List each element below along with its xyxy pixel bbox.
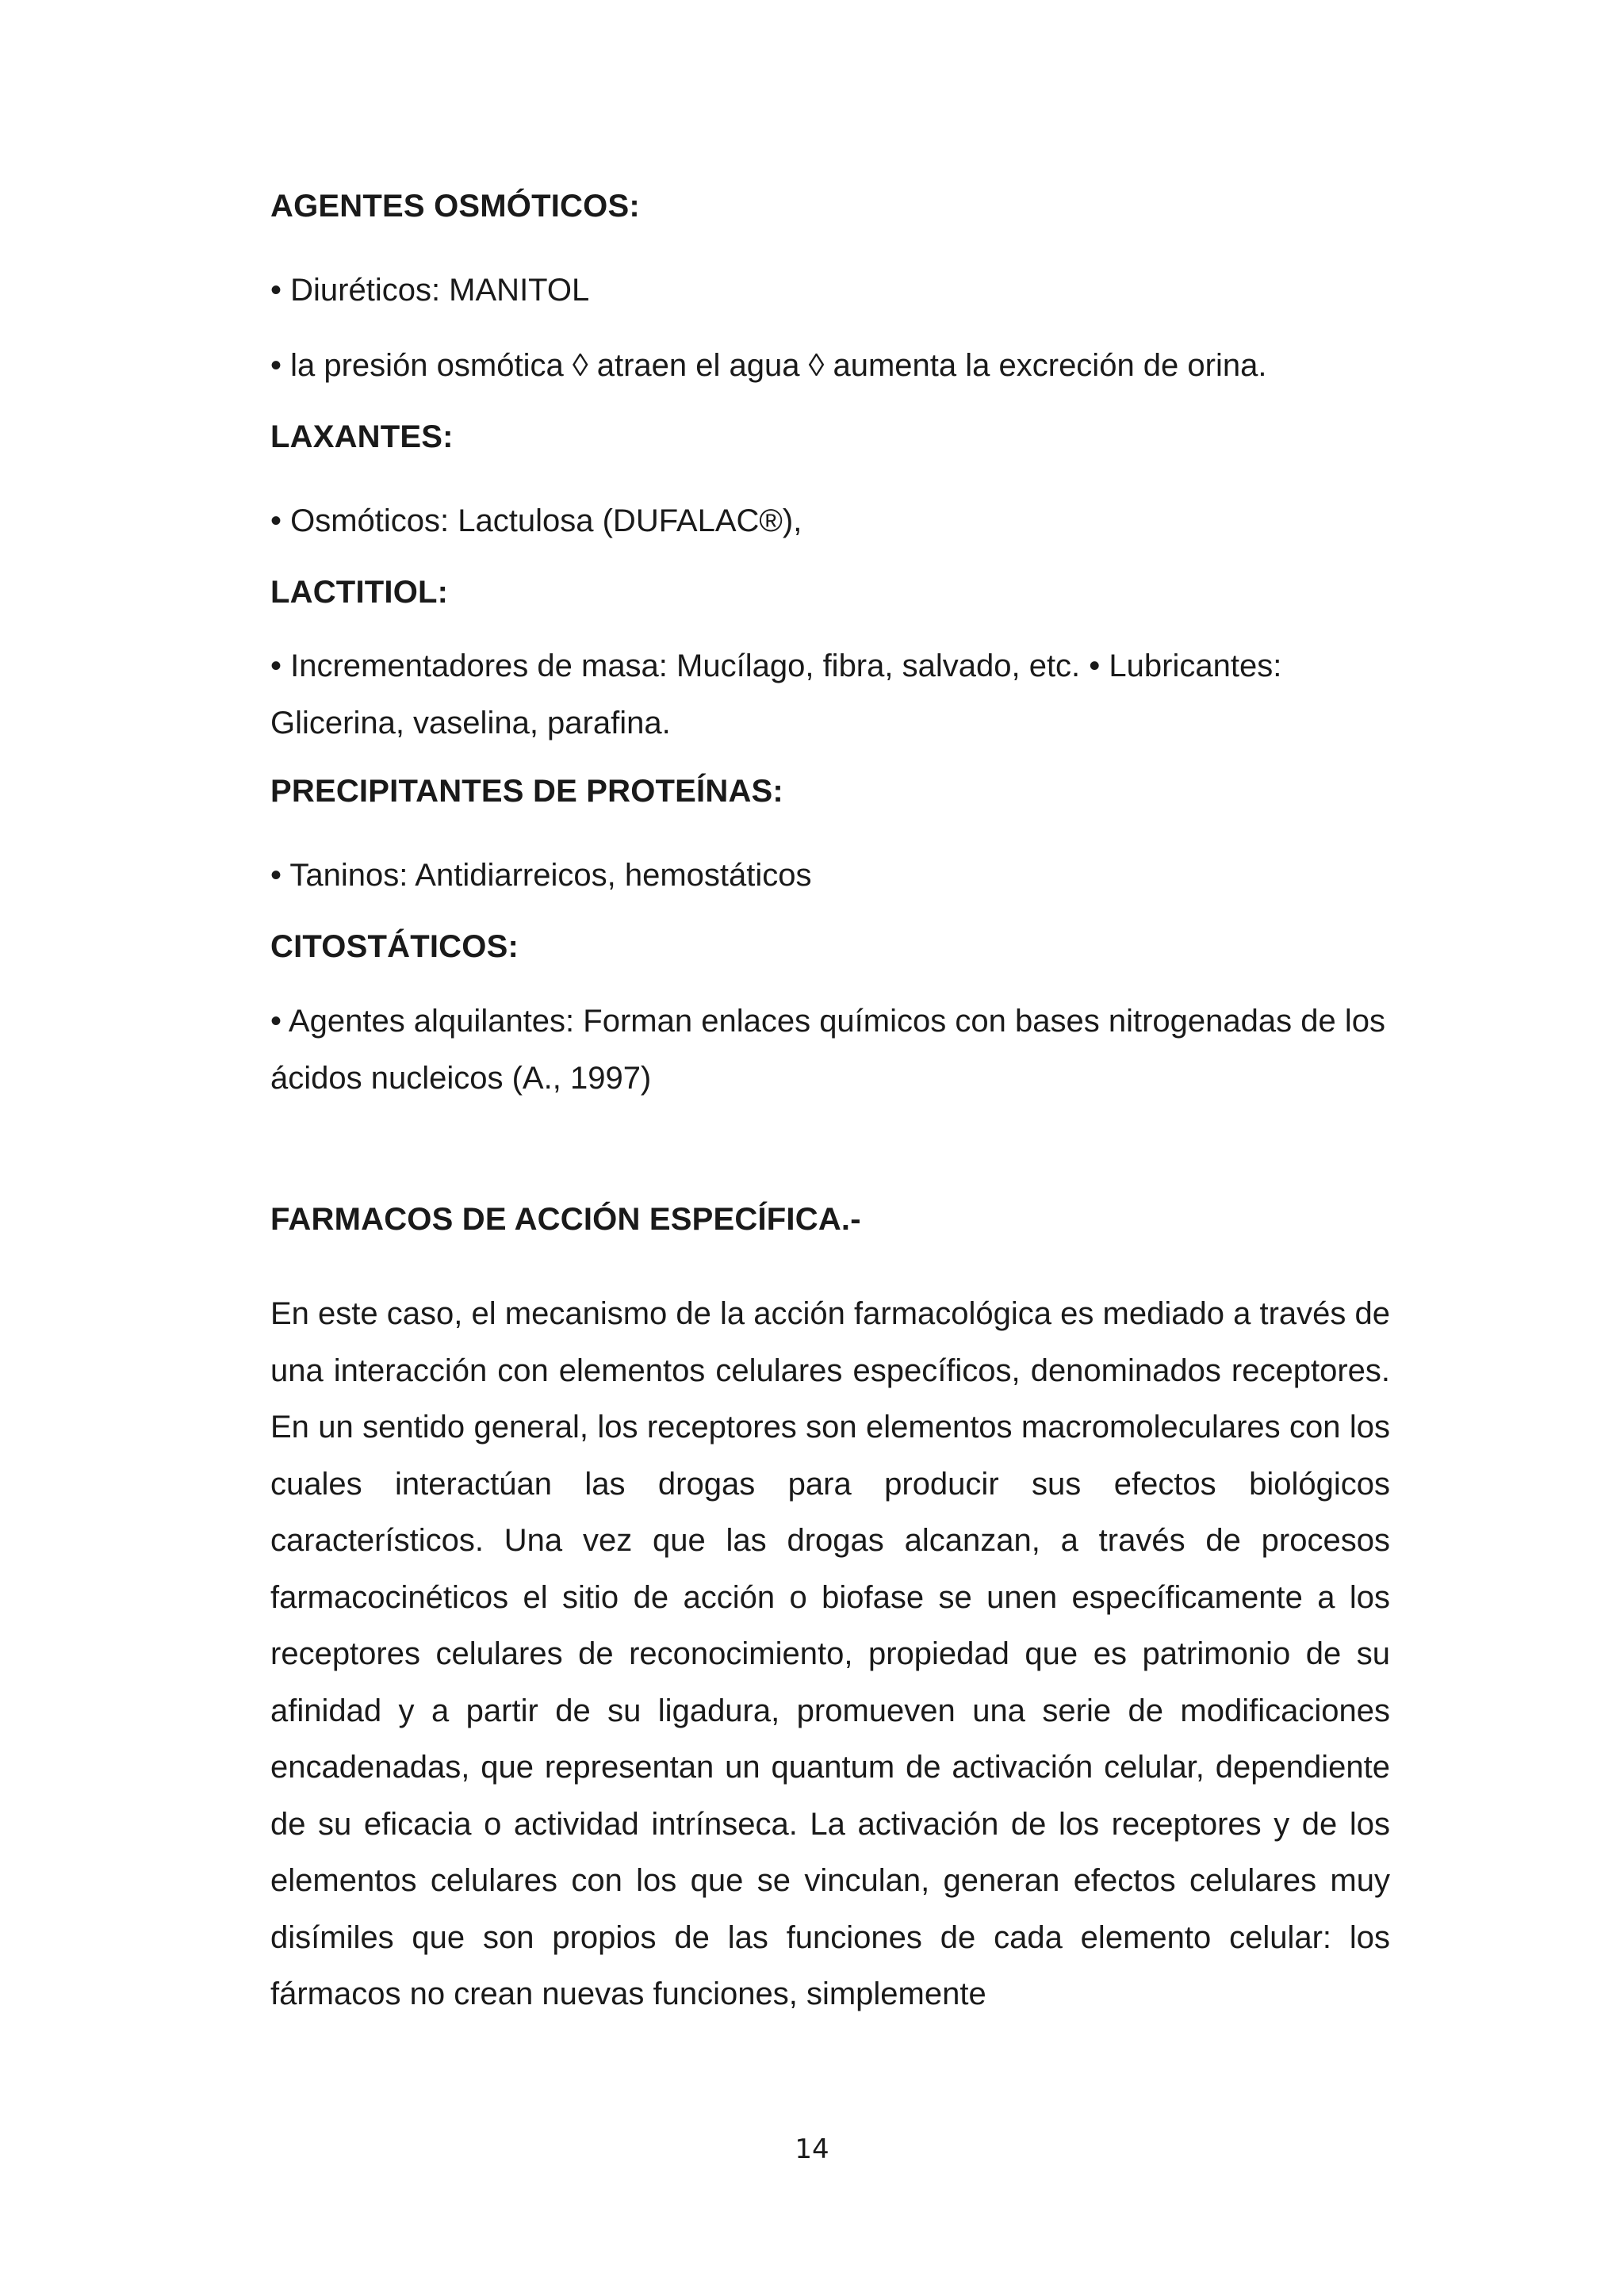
heading-farmacos-especifica: FARMACOS DE ACCIÓN ESPECÍFICA.- (270, 1202, 861, 1237)
bullet-incrementadores: • Incrementadores de masa: Mucílago, fibra, salvado, etc. • Lubricantes: Glicerina, vaselina, parafina. (270, 649, 1282, 740)
heading-precipitantes: PRECIPITANTES DE PROTEÍNAS: (270, 774, 783, 809)
heading-lactitiol: LACTITIOL: (270, 575, 449, 610)
bullet-taninos: • Taninos: Antidiarreicos, hemostáticos (270, 858, 812, 893)
heading-agentes-osmoticos: AGENTES OSMÓTICOS: (270, 189, 640, 224)
bullet-agentes-alquilantes: • Agentes alquilantes: Forman enlaces químicos con bases nitrogenadas de los ácidos nucleicos (A., 1997) (270, 1004, 1385, 1096)
heading-citostaticos: CITOSTÁTICOS: (270, 929, 519, 964)
page-number: 14 (795, 2133, 829, 2165)
heading-laxantes: LAXANTES: (270, 419, 454, 454)
bullet-presion-osmotica: • la presión osmótica ◊ atraen el agua ◊ aumenta la excreción de orina. (270, 348, 1267, 383)
bullet-diureticos: • Diuréticos: MANITOL (270, 273, 590, 308)
bullet-osmoticos: • Osmóticos: Lactulosa (DUFALAC®), (270, 503, 802, 538)
document-page (270, 187, 1390, 2023)
body-paragraph: En este caso, el mecanismo de la acción farmacológica es mediado a través de una interacción con elementos celulares específicos, denominados receptores. En un sentido general, los receptores son elementos macromoleculares con los cuales interactúan las drogas para producir sus efectos biológicos característicos. Una vez que las drogas alcanzan, a través de procesos farmacocinéticos el sitio de acción o biofase se unen específicamente a los receptores celulares de reconocimiento, propiedad que es patrimonio de su afinidad y a partir de su ligadura, promueven una serie de modificaciones encadenadas, que representan un quantum de activación celular, dependiente de su eficacia o actividad intrínseca. La activación de los receptores y de los elementos celulares con los que se vinculan, generan efectos celulares muy disímiles que son propios de las funciones de cada elemento celular: los fármacos no crean nuevas funciones, simplemente (270, 1296, 1390, 2011)
